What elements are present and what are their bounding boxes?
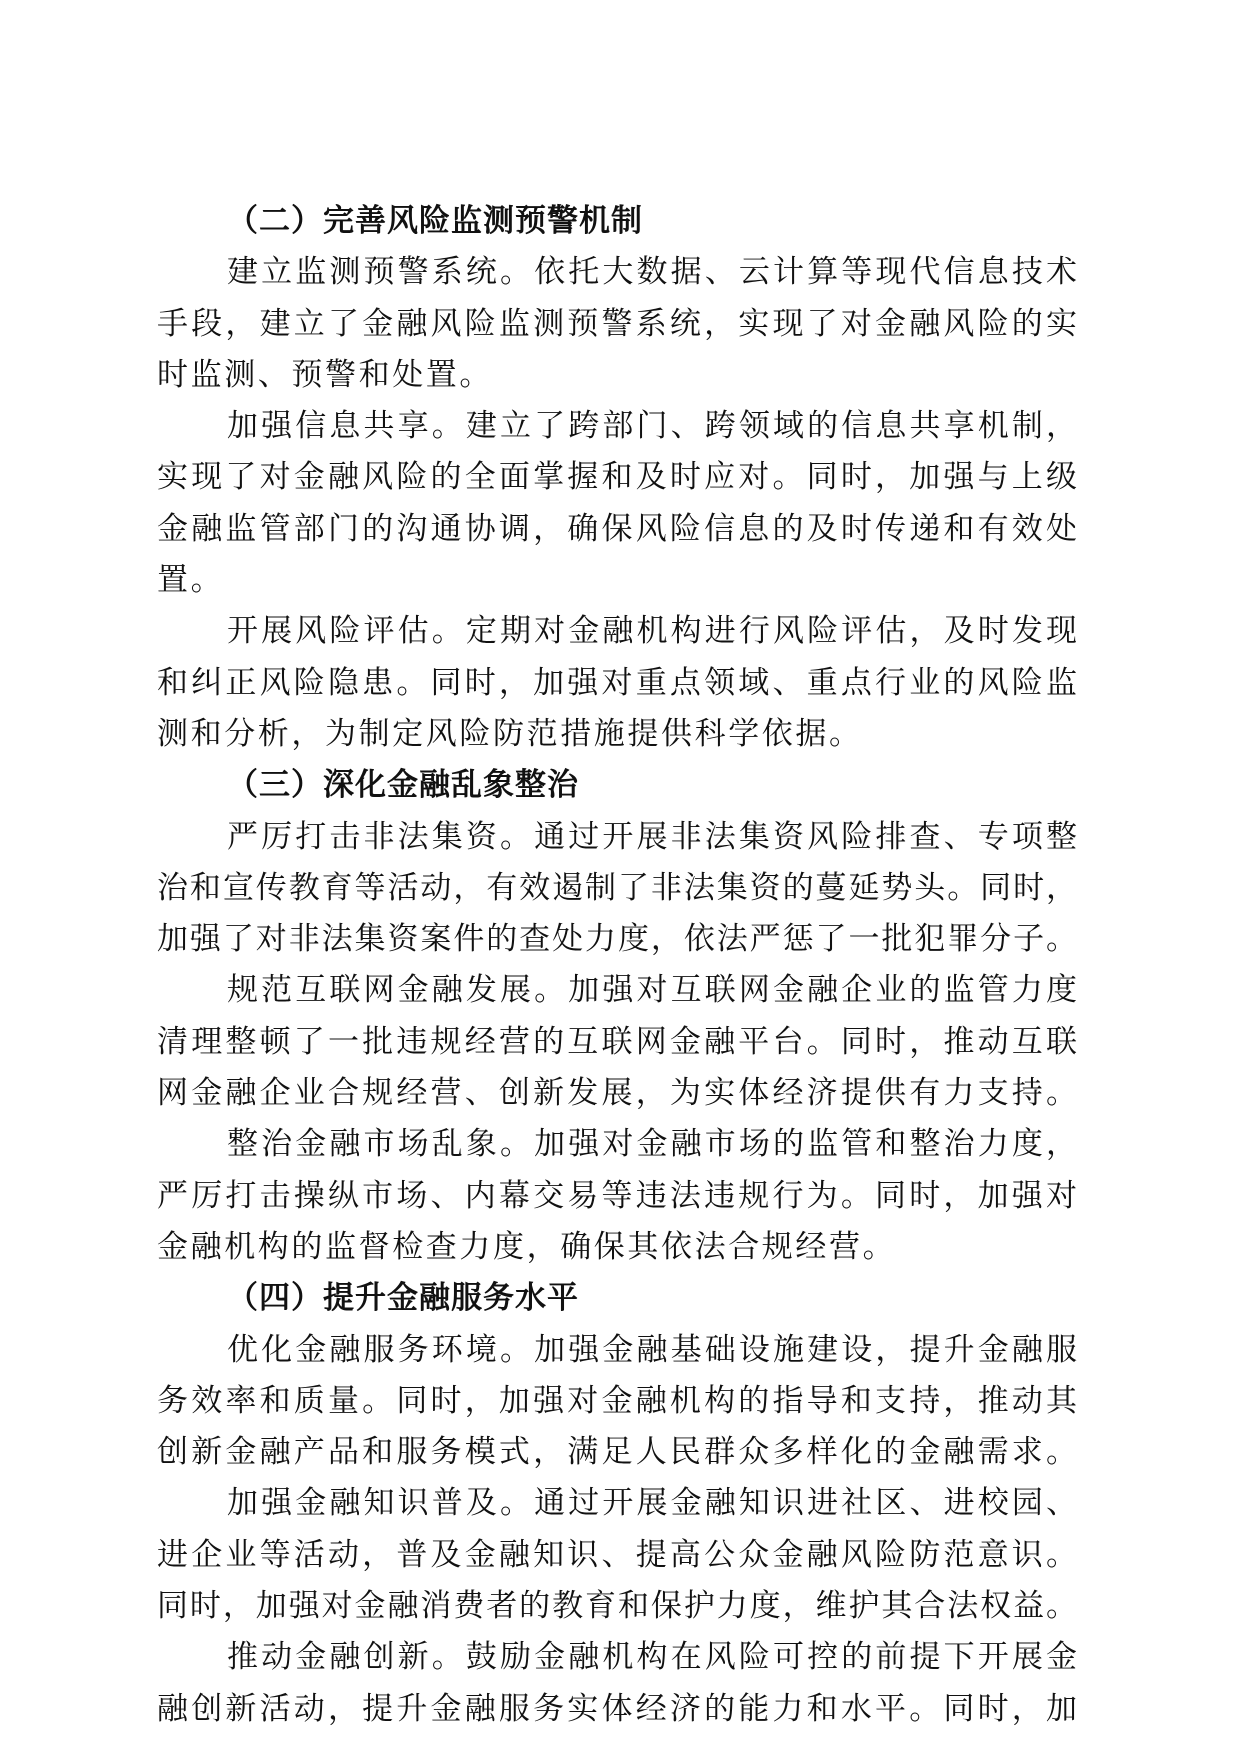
paragraph-financial-literacy (157, 1478, 1077, 1632)
text-line: 优化金融服务环境。加强金融基础设施建设，提升金融服 (227, 1331, 1077, 1368)
section-heading-3: （三）深化金融乱象整治 (227, 767, 579, 804)
text-line: 推动金融创新。鼓励金融机构在风险可控的前提下开展金 (227, 1639, 1077, 1676)
text-line: 建立监测预警系统。依托大数据、云计算等现代信息技术 (227, 254, 1077, 291)
text-line: 时监测、预警和处置。 (157, 356, 493, 393)
paragraph-monitoring-system (157, 247, 1077, 401)
text-line: 金融监管部门的沟通协调，确保风险信息的及时传递和有效处 (157, 510, 1077, 547)
text-line: 务效率和质量。同时，加强对金融机构的指导和支持，推动其 (157, 1382, 1077, 1419)
text-line: 规范互联网金融发展。加强对互联网金融企业的监管力度 (227, 972, 1077, 1009)
text-line: 进企业等活动，普及金融知识、提高公众金融风险防范意识。 (157, 1536, 1077, 1573)
text-line: 严厉打击操纵市场、内幕交易等违法违规行为。同时，加强对 (157, 1177, 1077, 1214)
text-line: 网金融企业合规经营、创新发展，为实体经济提供有力支持。 (157, 1075, 1077, 1112)
text-line: 清理整顿了一批违规经营的互联网金融平台。同时，推动互联 (157, 1023, 1077, 1060)
text-line: 加强金融知识普及。通过开展金融知识进社区、进校园、 (227, 1485, 1077, 1522)
text-line: 严厉打击非法集资。通过开展非法集资风险排查、专项整 (227, 818, 1077, 855)
paragraph-risk-assessment (157, 606, 1077, 760)
text-line: 治和宣传教育等活动，有效遏制了非法集资的蔓延势头。同时， (157, 869, 1077, 906)
text-line: 融创新活动，提升金融服务实体经济的能力和水平。同时，加 (157, 1690, 1077, 1727)
paragraph-market-disorder (157, 1119, 1077, 1273)
text-line: 加强了对非法集资案件的查处力度，依法严惩了一批犯罪分子。 (157, 921, 1077, 958)
text-line: 整治金融市场乱象。加强对金融市场的监管和整治力度， (227, 1126, 1077, 1163)
text-line: 手段，建立了金融风险监测预警系统，实现了对金融风险的实 (157, 305, 1077, 342)
text-line: 开展风险评估。定期对金融机构进行风险评估，及时发现 (227, 613, 1077, 650)
paragraph-illegal-fundraising (157, 812, 1077, 966)
text-line: 和纠正风险隐患。同时，加强对重点领域、重点行业的风险监 (157, 664, 1077, 701)
text-line: 同时，加强对金融消费者的教育和保护力度，维护其合法权益。 (157, 1588, 1077, 1625)
text-line: 加强信息共享。建立了跨部门、跨领域的信息共享机制， (227, 408, 1077, 445)
text-line: 创新金融产品和服务模式，满足人民群众多样化的金融需求。 (157, 1434, 1077, 1471)
document-body (157, 196, 1077, 1735)
text-line: 实现了对金融风险的全面掌握和及时应对。同时，加强与上级 (157, 459, 1077, 496)
text-line: 置。 (157, 562, 225, 599)
paragraph-financial-innovation (157, 1632, 1077, 1735)
paragraph-internet-finance (157, 965, 1077, 1119)
text-line: 测和分析，为制定风险防范措施提供科学依据。 (157, 715, 863, 752)
paragraph-service-environment (157, 1325, 1077, 1479)
section-heading-4: （四）提升金融服务水平 (227, 1280, 579, 1317)
paragraph-information-sharing (157, 401, 1077, 606)
text-line: 金融机构的监督检查力度，确保其依法合规经营。 (157, 1228, 897, 1265)
section-heading-2: （二）完善风险监测预警机制 (227, 203, 643, 239)
